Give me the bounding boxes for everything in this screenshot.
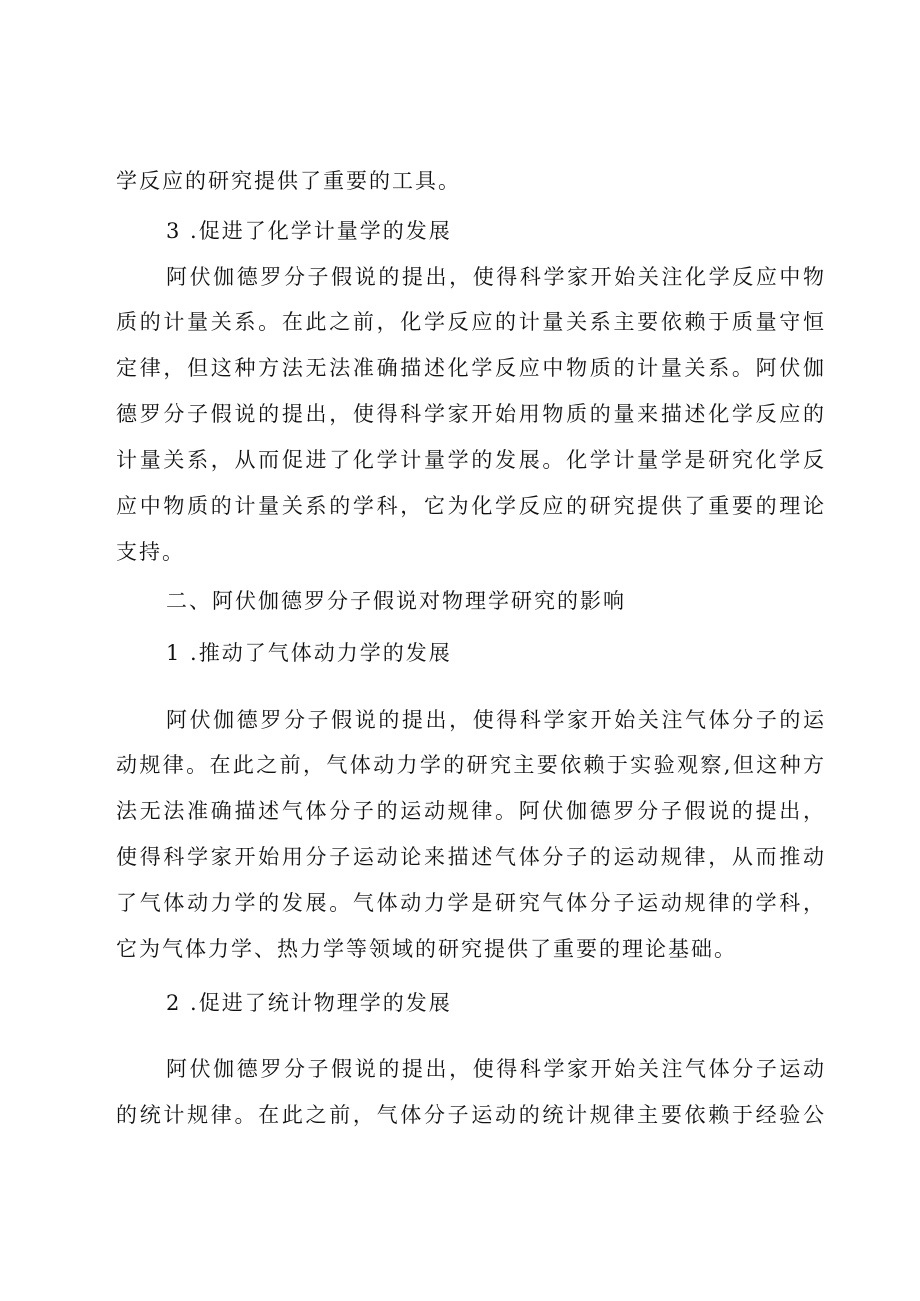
chapter-heading: 二、阿伏伽德罗分子假说对物理学研究的影响 xyxy=(166,589,626,613)
paragraph-line: 支持。 xyxy=(116,540,185,564)
paragraph-line: 应中物质的计量关系的学科，它为化学反应的研究提供了重要的理论 xyxy=(116,494,826,518)
paragraph-line: 定律，但这种方法无法准确描述化学反应中物质的计量关系。阿伏伽 xyxy=(116,356,826,380)
paragraph-line: 它为气体力学、热力学等领域的研究提供了重要的理论基础。 xyxy=(116,937,737,961)
paragraph-line: 使得科学家开始用分子运动论来描述气体分子的运动规律，从而推动 xyxy=(116,845,826,869)
paragraph-line: 学反应的研究提供了重要的工具。 xyxy=(116,169,461,193)
section-heading: 2 .促进了统计物理学的发展 xyxy=(166,991,452,1015)
paragraph-line: 质的计量关系。在此之前，化学反应的计量关系主要依赖于质量守恒 xyxy=(116,310,826,334)
section-heading: 3 .促进了化学计量学的发展 xyxy=(166,219,452,243)
paragraph-line: 计量关系，从而促进了化学计量学的发展。化学计量学是研究化学反 xyxy=(116,448,826,472)
paragraph-line: 阿伏伽德罗分子假说的提出，使得科学家开始关注气体分子运动 xyxy=(166,1057,826,1081)
paragraph-line: 阿伏伽德罗分子假说的提出，使得科学家开始关注气体分子的运 xyxy=(166,708,826,732)
paragraph-line: 的统计规律。在此之前，气体分子运动的统计规律主要依赖于经验公 xyxy=(116,1103,826,1127)
paragraph-line: 动规律。在此之前，气体动力学的研究主要依赖于实验观察,但这种方 xyxy=(116,753,826,777)
paragraph-line: 阿伏伽德罗分子假说的提出，使得科学家开始关注化学反应中物 xyxy=(166,265,826,289)
section-heading: 1 .推动了气体动力学的发展 xyxy=(166,641,452,665)
paragraph-line: 德罗分子假说的提出，使得科学家开始用物质的量来描述化学反应的 xyxy=(116,402,826,426)
paragraph-line: 法无法准确描述气体分子的运动规律。阿伏伽德罗分子假说的提出， xyxy=(116,799,826,823)
paragraph-line: 了气体动力学的发展。气体动力学是研究气体分子运动规律的学科， xyxy=(116,891,826,915)
